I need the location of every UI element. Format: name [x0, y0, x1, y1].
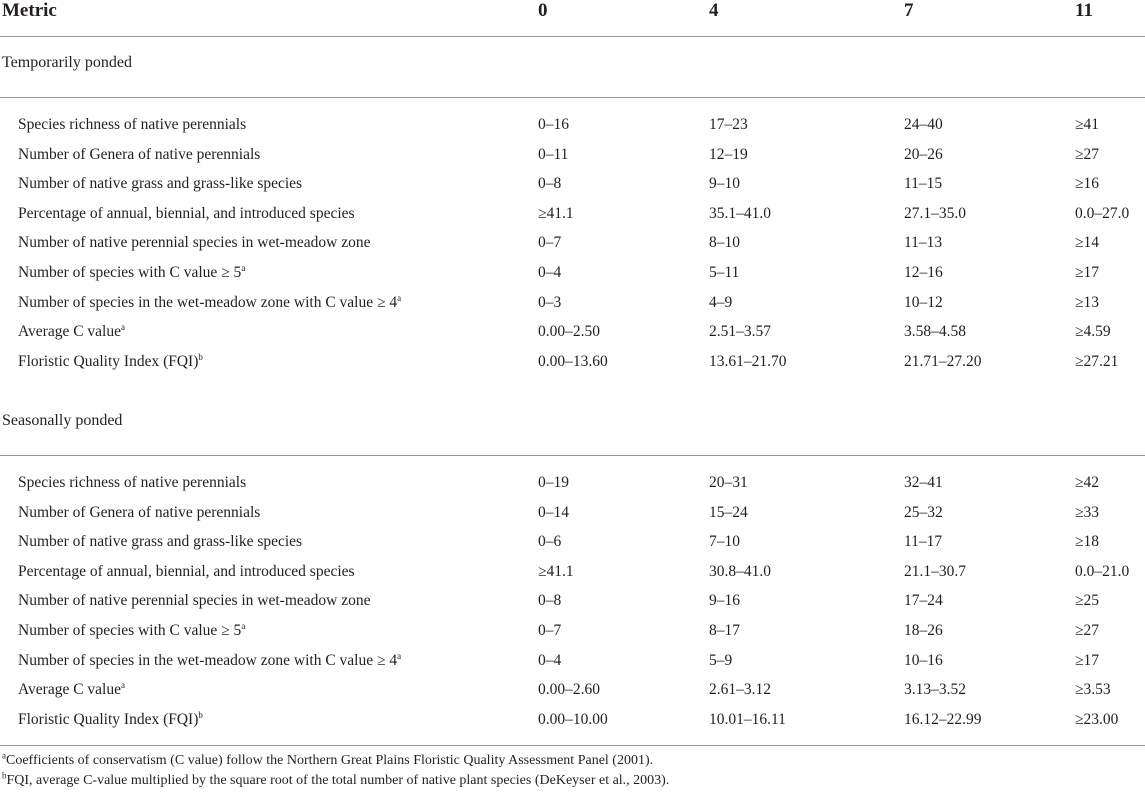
score-7-cell: 11–15	[904, 175, 943, 192]
score-11-cell: ≥4.59	[1075, 323, 1111, 340]
score-4-cell: 7–10	[709, 533, 740, 550]
score-7-cell: 16.12–22.99	[904, 711, 982, 728]
score-7-cell: 24–40	[904, 116, 943, 133]
metric-cell: Floristic Quality Index (FQI)$^b$	[18, 351, 203, 370]
header-score-7: 7	[904, 0, 914, 21]
table-row	[0, 473, 1145, 497]
section-rule	[0, 97, 1145, 98]
score-4-cell: 20–31	[709, 474, 748, 491]
table-row	[0, 621, 1145, 645]
score-7-cell: 10–16	[904, 652, 943, 669]
score-4-cell: 4–9	[709, 294, 733, 311]
metric-cell: Average C value$^a$	[18, 679, 125, 698]
metric-cell: Number of native grass and grass-like species	[18, 175, 303, 192]
score-0-cell: 0.00–10.00	[538, 711, 608, 728]
metric-cell: Number of species in the wet-meadow zone with C value ≥ $4^a$	[18, 292, 402, 311]
score-4-cell: 12–19	[709, 146, 748, 163]
score-0-cell: 0–8	[538, 592, 562, 609]
score-0-cell: 0–11	[538, 146, 569, 163]
metric-cell: Number of native grass and grass-like species	[18, 533, 303, 550]
score-11-cell: ≥33	[1075, 504, 1100, 521]
score-7-cell: 12–16	[904, 264, 943, 281]
metric-cell: Percentage of annual, biennial, and introduced species	[18, 563, 355, 580]
score-7-cell: 25–32	[904, 504, 943, 521]
score-11-cell: ≥18	[1075, 533, 1100, 550]
score-11-cell: ≥16	[1075, 175, 1100, 192]
table-bottom-rule	[0, 745, 1145, 746]
metric-cell: Average C value$^a$	[18, 321, 125, 340]
score-4-cell: 5–9	[709, 652, 733, 669]
score-11-cell: ≥27	[1075, 146, 1100, 163]
section-rule	[0, 455, 1145, 456]
score-0-cell: 0–3	[538, 294, 562, 311]
score-0-cell: 0–14	[538, 504, 569, 521]
score-0-cell: 0–16	[538, 116, 569, 133]
score-11-cell: 0.0–27.0	[1075, 205, 1130, 222]
table-row	[0, 263, 1145, 287]
score-0-cell: 0–7	[538, 234, 562, 251]
score-4-cell: 35.1–41.0	[709, 205, 771, 222]
section-title-seasonally-ponded: Seasonally ponded	[2, 412, 123, 429]
score-0-cell: 0–8	[538, 175, 562, 192]
score-4-cell: 9–10	[709, 175, 740, 192]
header-score-0: 0	[538, 0, 548, 21]
score-0-cell: 0–4	[538, 264, 562, 281]
metric-cell: Number of native perennial species in wet-meadow zone	[18, 592, 371, 609]
score-4-cell: 13.61–21.70	[709, 353, 787, 370]
score-4-cell: 2.51–3.57	[709, 323, 771, 340]
metric-cell: Number of native perennial species in wet-meadow zone	[18, 234, 371, 251]
table-row	[0, 503, 1145, 527]
score-11-cell: ≥17	[1075, 652, 1100, 669]
score-0-cell: ≥41.1	[538, 205, 574, 222]
metric-cell: Species richness of native perennials	[18, 116, 247, 133]
metric-cell: Number of species with C value ≥ $5^a$	[18, 262, 246, 281]
score-0-cell: ≥41.1	[538, 563, 574, 580]
score-7-cell: 21.1–30.7	[904, 563, 966, 580]
score-4-cell: 8–17	[709, 622, 740, 639]
metric-cell: Number of species in the wet-meadow zone with C value ≥ $4^a$	[18, 650, 402, 669]
header-rule	[0, 36, 1145, 37]
score-7-cell: 32–41	[904, 474, 943, 491]
score-7-cell: 3.58–4.58	[904, 323, 966, 340]
score-0-cell: 0–6	[538, 533, 562, 550]
table-row	[0, 680, 1145, 704]
table-row	[0, 532, 1145, 556]
score-11-cell: ≥25	[1075, 592, 1100, 609]
table-row	[0, 562, 1145, 586]
score-4-cell: 2.61–3.12	[709, 681, 771, 698]
score-7-cell: 11–13	[904, 234, 943, 251]
score-7-cell: 10–12	[904, 294, 943, 311]
score-0-cell: 0–4	[538, 652, 562, 669]
score-11-cell: ≥42	[1075, 474, 1100, 491]
section-title-temporarily-ponded: Temporarily ponded	[2, 54, 132, 71]
score-11-cell: ≥3.53	[1075, 681, 1111, 698]
score-0-cell: 0.00–2.50	[538, 323, 600, 340]
table-row	[0, 174, 1145, 198]
table-row	[0, 204, 1145, 228]
header-metric: Metric	[2, 0, 57, 21]
header-score-11: 11	[1075, 0, 1093, 21]
table-row	[0, 651, 1145, 675]
score-0-cell: 0–7	[538, 622, 562, 639]
score-0-cell: 0–19	[538, 474, 569, 491]
score-7-cell: 3.13–3.52	[904, 681, 966, 698]
table-row	[0, 322, 1145, 346]
score-11-cell: ≥23.00	[1075, 711, 1119, 728]
footnote-b: $^b$FQI, average C-value multiplied by the square root of the total number of native plant species (DeKeyser et al., 2003).	[2, 770, 670, 788]
score-4-cell: 17–23	[709, 116, 748, 133]
header-score-4: 4	[709, 0, 719, 21]
table-row	[0, 115, 1145, 139]
metric-cell: Number of species with C value ≥ $5^a$	[18, 620, 246, 639]
score-11-cell: 0.0–21.0	[1075, 563, 1130, 580]
score-4-cell: 5–11	[709, 264, 740, 281]
score-7-cell: 11–17	[904, 533, 943, 550]
table-row	[0, 352, 1145, 376]
table-row	[0, 145, 1145, 169]
metric-cell: Percentage of annual, biennial, and introduced species	[18, 205, 355, 222]
score-4-cell: 30.8–41.0	[709, 563, 771, 580]
score-11-cell: ≥17	[1075, 264, 1100, 281]
table-row	[0, 233, 1145, 257]
table-header	[0, 0, 1145, 36]
score-7-cell: 18–26	[904, 622, 943, 639]
score-11-cell: ≥27	[1075, 622, 1100, 639]
score-4-cell: 8–10	[709, 234, 740, 251]
score-4-cell: 10.01–16.11	[709, 711, 786, 728]
score-0-cell: 0.00–2.60	[538, 681, 600, 698]
metric-cell: Number of Genera of native perennials	[18, 146, 261, 163]
score-7-cell: 17–24	[904, 592, 943, 609]
score-7-cell: 20–26	[904, 146, 943, 163]
metric-cell: Floristic Quality Index (FQI)$^b$	[18, 709, 203, 728]
score-7-cell: 21.71–27.20	[904, 353, 982, 370]
score-11-cell: ≥14	[1075, 234, 1100, 251]
table-row	[0, 591, 1145, 615]
score-11-cell: ≥41	[1075, 116, 1100, 133]
score-7-cell: 27.1–35.0	[904, 205, 966, 222]
footnote-a: $^a$Coefficients of conservatism (C value) follow the Northern Great Plains Floristic Quality Assessment Panel (2001).	[2, 750, 654, 768]
score-11-cell: ≥13	[1075, 294, 1100, 311]
table-row	[0, 293, 1145, 317]
score-11-cell: ≥27.21	[1075, 353, 1119, 370]
table-row	[0, 710, 1145, 734]
metric-cell: Species richness of native perennials	[18, 474, 247, 491]
score-4-cell: 15–24	[709, 504, 748, 521]
metric-cell: Number of Genera of native perennials	[18, 504, 261, 521]
score-4-cell: 9–16	[709, 592, 740, 609]
score-0-cell: 0.00–13.60	[538, 353, 608, 370]
